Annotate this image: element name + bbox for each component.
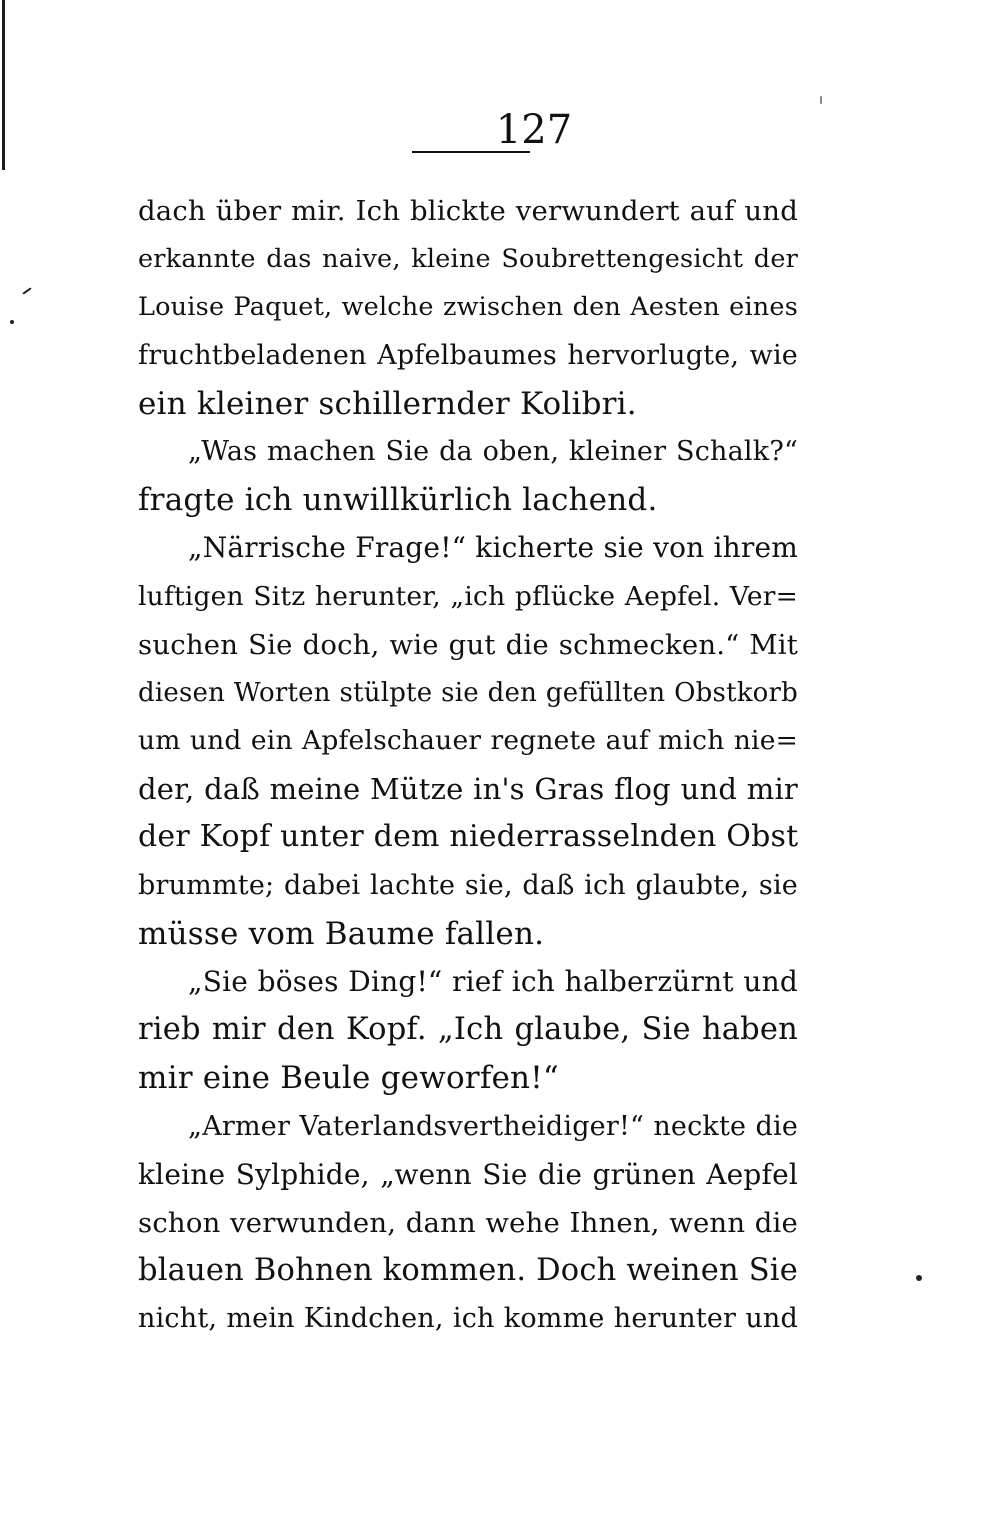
text-line: müsse vom Baume fallen. [138, 915, 545, 952]
text-line: „Sie böses Ding!“ rief ich halberzürnt und [188, 965, 798, 998]
text-line: erkannte das naive, kleine Soubrettengesicht der [138, 244, 798, 275]
text-line: fruchtbeladenen Apfelbaumes hervorlugte, wie [138, 339, 798, 371]
text-line: Louise Paquet, welche zwischen den Aesten eines [138, 292, 798, 323]
header-rule [412, 151, 530, 153]
text-line: fragte ich unwillkürlich lachend. [138, 482, 658, 519]
scan-speck [820, 96, 822, 104]
text-line: diesen Worten stülpte sie den gefüllten Obstkorb [138, 677, 798, 708]
scan-speck [10, 320, 14, 324]
text-line: ein kleiner schillernder Kolibri. [138, 385, 637, 422]
text-line: luftigen Sitz herunter, „ich pflücke Aepfel. Ver= [138, 580, 798, 612]
scan-speck [916, 1275, 922, 1281]
text-line: der Kopf unter dem niederrasselnden Obst [138, 819, 799, 855]
text-line: „Armer Vaterlandsvertheidiger!“ neckte die [188, 1110, 798, 1142]
text-line: rieb mir den Kopf. „Ich glaube, Sie haben [138, 1012, 798, 1048]
text-line: um und ein Apfelschauer regnete auf mich nie= [138, 725, 798, 757]
page-number: 127 [495, 107, 573, 153]
text-line: kleine Sylphide, „wenn Sie die grünen Aepfel [138, 1157, 798, 1191]
text-line: suchen Sie doch, wie gut die schmecken.“ Mit [138, 628, 798, 661]
text-line: blauen Bohnen kommen. Doch weinen Sie [138, 1253, 798, 1289]
body-text [138, 187, 798, 1344]
text-line: der, daß meine Mütze in's Gras flog und mir [138, 772, 798, 807]
scan-speck [22, 287, 31, 294]
text-line: „Närrische Frage!“ kicherte sie von ihrem [188, 531, 798, 565]
text-line: mir eine Beule geworfen!“ [138, 1060, 559, 1097]
text-line: dach über mir. Ich blickte verwundert auf und [138, 195, 798, 227]
text-line: nicht, mein Kindchen, ich komme herunter und [138, 1303, 798, 1335]
text-line: brummte; dabei lachte sie, daß ich glaubte, sie [138, 869, 798, 901]
text-line: schon verwunden, dann wehe Ihnen, wenn die [138, 1206, 798, 1239]
text-line: „Was machen Sie da oben, kleiner Schalk?“ [188, 435, 798, 467]
